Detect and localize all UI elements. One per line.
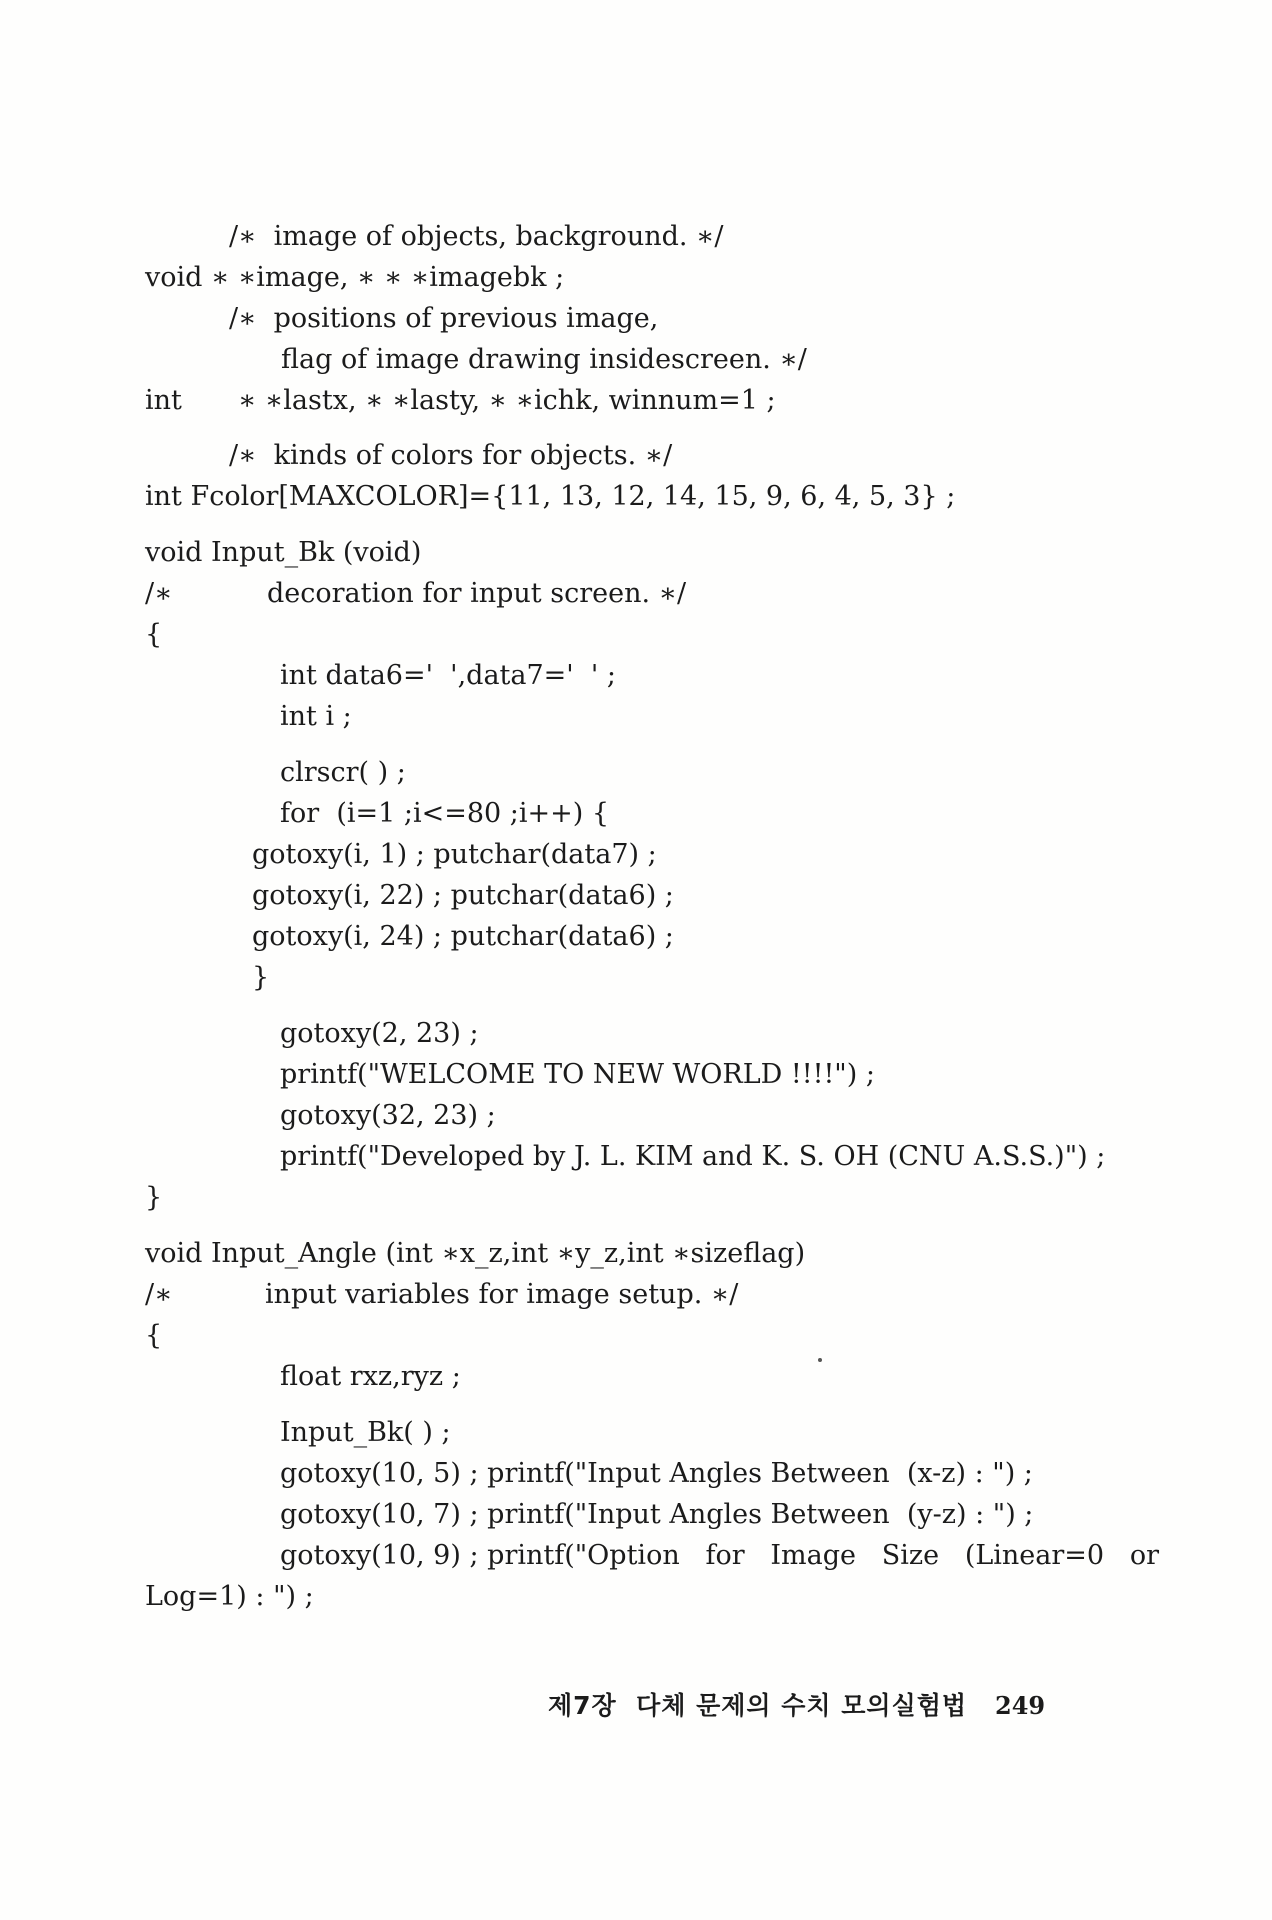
code-line: gotoxy(10, 9) ; printf("Option for Image Size (Linear=0 or <box>280 1540 1160 1571</box>
code-line: input variables for image setup. ∗/ <box>265 1279 739 1310</box>
code-line: int data6=' ',data7=' ' ; <box>280 660 616 691</box>
code-line: clrscr( ) ; <box>280 757 406 788</box>
speck-mark <box>818 1358 822 1362</box>
page-number: 249 <box>995 1691 1046 1720</box>
code-line: /∗ <box>145 1279 173 1310</box>
code-line: gotoxy(32, 23) ; <box>280 1100 496 1131</box>
code-line: flag of image drawing insidescreen. ∗/ <box>281 344 807 375</box>
code-line: gotoxy(2, 23) ; <box>280 1018 479 1049</box>
code-line: { <box>145 1320 163 1351</box>
code-line: gotoxy(10, 7) ; printf("Input Angles Between (y-z) : ") ; <box>280 1499 1034 1530</box>
code-line: gotoxy(i, 24) ; putchar(data6) ; <box>252 921 674 952</box>
code-line: printf("WELCOME TO NEW WORLD !!!!") ; <box>280 1059 875 1090</box>
code-line: /∗ image of objects, background. ∗/ <box>229 221 724 252</box>
code-line: float rxz,ryz ; <box>280 1361 461 1392</box>
code-line: /∗ positions of previous image, <box>229 303 659 334</box>
code-line: Input_Bk( ) ; <box>280 1417 451 1448</box>
code-line: for (i=1 ;i<=80 ;i++) { <box>280 798 610 829</box>
code-line: gotoxy(10, 5) ; printf("Input Angles Between (x-z) : ") ; <box>280 1458 1033 1489</box>
code-line: gotoxy(i, 22) ; putchar(data6) ; <box>252 880 674 911</box>
code-line: /∗ kinds of colors for objects. ∗/ <box>229 440 673 471</box>
code-line: printf("Developed by J. L. KIM and K. S. OH (CNU A.S.S.)") ; <box>280 1141 1106 1172</box>
code-line: { <box>145 619 163 650</box>
code-line: int i ; <box>280 701 352 732</box>
code-line: int <box>145 385 182 416</box>
code-line: Log=1) : ") ; <box>145 1581 314 1612</box>
page-footer <box>0 1686 1272 1726</box>
code-line: } <box>252 962 270 993</box>
code-line: void Input_Angle (int ∗x_z,int ∗y_z,int ∗sizeflag) <box>145 1238 806 1269</box>
code-line: void Input_Bk (void) <box>145 537 422 568</box>
code-line: ∗ ∗lastx, ∗ ∗lasty, ∗ ∗ichk, winnum=1 ; <box>238 385 776 416</box>
code-line: decoration for input screen. ∗/ <box>267 578 687 609</box>
code-line: /∗ <box>145 578 173 609</box>
code-line: gotoxy(i, 1) ; putchar(data7) ; <box>252 839 657 870</box>
code-line: } <box>145 1182 163 1213</box>
code-line: int Fcolor[MAXCOLOR]={11, 13, 12, 14, 15, 9, 6, 4, 5, 3} ; <box>145 481 956 512</box>
code-line: void ∗ ∗image, ∗ ∗ ∗imagebk ; <box>145 262 565 293</box>
chapter-title: 제7장 다체 문제의 수치 모의실험법 <box>548 1691 968 1720</box>
